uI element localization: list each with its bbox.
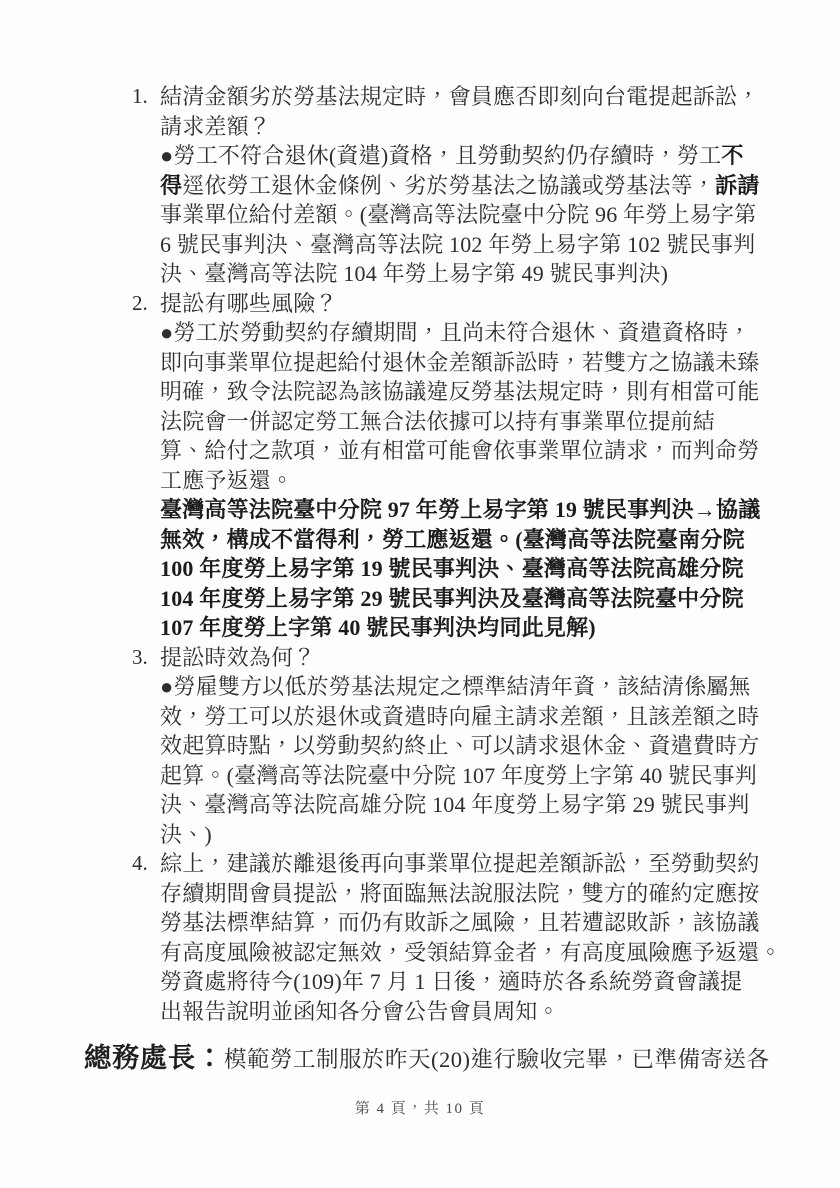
text-segment: 結清金額劣於勞基法規定時，會員應否即刻向台電提起訴訟，: [160, 84, 760, 109]
qa-item-number: 2.: [132, 290, 148, 315]
text-segment: 即向事業單位提起給付退休金差額訴訟時，若雙方之協議未臻: [160, 349, 760, 375]
text-line: [160, 554, 800, 584]
text-segment: 效起算時點，以勞動契約終止、可以請求退休金、資遣費時方: [160, 733, 760, 758]
qa-item-lines: [160, 849, 800, 1026]
text-line: [160, 436, 800, 466]
text-segment: 勞基法標準結算，而仍有敗訴之風險，且若遭認敗訴，該協議: [160, 910, 760, 935]
officer-paragraph: [84, 1040, 810, 1081]
text-line: [160, 672, 800, 702]
text-line: [160, 613, 800, 643]
qa-item-lines: [160, 289, 800, 643]
text-segment: 存續期間會員提訟，將面臨無法說服法院，雙方的確約定應按: [160, 880, 760, 906]
text-line: [160, 495, 800, 525]
text-line: [160, 112, 800, 142]
qa-item: [132, 82, 800, 289]
text-line: [160, 348, 800, 378]
text-segment: 事業單位給付差額。(臺灣高等法院臺中分院 96 年勞上易字第: [160, 202, 757, 227]
text-line: [160, 584, 800, 614]
text-segment: 決、): [160, 821, 212, 847]
text-line: [160, 141, 800, 171]
qa-item-number: 1.: [132, 84, 148, 108]
text-line: [160, 997, 800, 1027]
text-segment: 勞資處將待今(109)年 7 月 1 日後，適時於各系統勞資會議提: [160, 969, 743, 994]
qa-item: [132, 289, 800, 643]
text-line: [160, 879, 800, 909]
text-line: [160, 731, 800, 761]
text-segment: 提訟有哪些風險？: [160, 290, 338, 316]
text-line: [160, 938, 800, 968]
text-segment: 有高度風險被認定無效，受領結算金者，有高度風險應予返還。: [160, 939, 782, 965]
text-segment: 綜上，建議於離退後再向事業單位提起差額訴訟，至勞動契約: [160, 851, 760, 876]
officer-text: 模範勞工制服於昨天(20)進行驗收完畢，已準備寄送各: [224, 1047, 770, 1072]
text-segment: 臺灣高等法院臺中分院 97 年勞上易字第 19 號民事判決→協議: [160, 497, 761, 522]
text-line: [160, 230, 800, 260]
text-line: [160, 377, 800, 407]
text-segment: 逕依勞工退休金條例、劣於勞基法之協議或勞基法等，: [182, 172, 716, 198]
qa-item-number: 4.: [132, 851, 148, 875]
text-segment: ●勞雇雙方以低於勞基法規定之標準結清年資，該結清係屬無: [160, 674, 751, 699]
text-segment: 107 年度勞上字第 40 號民事判決均同此見解): [160, 615, 596, 640]
text-segment: 100 年度勞上易字第 19 號民事判決、臺灣高等法院高雄分院: [160, 556, 744, 581]
qa-item: [132, 643, 800, 850]
text-line: [160, 702, 800, 732]
text-segment: 工應予返還。: [160, 467, 294, 493]
text-line: [160, 849, 800, 879]
text-segment: 得: [160, 172, 183, 198]
text-line: [160, 908, 800, 938]
text-line: [160, 466, 800, 496]
text-line: [160, 289, 800, 319]
text-line: [160, 318, 800, 348]
text-segment: 算、給付之款項，並有相當可能會依事業單位請求，而判命勞: [160, 438, 760, 463]
qa-item-number: 3.: [132, 644, 148, 669]
text-line: [160, 171, 800, 201]
text-segment: 效，勞工可以於退休或資遣時向雇主請求差額，且該差額之時: [160, 703, 760, 729]
text-segment: 起算。(臺灣高等法院臺中分院 107 年度勞上字第 40 號民事判: [160, 762, 757, 788]
text-segment: 請求差額？: [160, 113, 272, 139]
text-line: [160, 643, 800, 673]
qa-item-lines: [160, 82, 800, 289]
page-number-footer: 第 4 頁，共 10 頁: [354, 1101, 486, 1117]
text-segment: 提訟時效為何？: [160, 644, 316, 670]
officer-label: 總務處長：: [84, 1043, 224, 1073]
qa-item: [132, 849, 800, 1026]
text-segment: ●勞工於勞動契約存續期間，且尚未符合退休、資遣資格時，: [160, 320, 751, 345]
text-segment: 法院會一併認定勞工無合法依據可以持有事業單位提前結: [160, 408, 716, 434]
text-line: [160, 761, 800, 791]
text-line: [160, 967, 800, 997]
text-segment: 明確，致令法院認為該協議違反勞基法規定時，則有相當可能: [160, 379, 760, 404]
text-segment: 6 號民事判決、臺灣高等法院 102 年勞上易字第 102 號民事判: [160, 231, 756, 257]
text-segment: 訴請: [715, 172, 760, 198]
text-line: [160, 790, 800, 820]
text-line: [160, 525, 800, 555]
text-line: [160, 820, 800, 850]
text-segment: ●勞工不符合退休(資遣)資格，且勞動契約仍存續時，勞工: [160, 143, 722, 168]
text-line: [160, 259, 800, 289]
text-line: [160, 407, 800, 437]
text-segment: 決、臺灣高等法院高雄分院 104 年度勞上易字第 29 號民事判: [160, 792, 750, 817]
qa-list: [132, 82, 800, 1026]
text-segment: 無效，構成不當得利，勞工應返還。(臺灣高等法院臺南分院: [160, 526, 745, 552]
text-segment: 決、臺灣高等法院 104 年勞上易字第 49 號民事判決): [160, 261, 669, 286]
text-line: [160, 82, 800, 112]
text-segment: 104 年度勞上易字第 29 號民事判決及臺灣高等法院臺中分院: [160, 585, 744, 611]
text-line: [160, 200, 800, 230]
qa-item-lines: [160, 643, 800, 850]
text-segment: 出報告說明並函知各分會公告會員周知。: [160, 998, 560, 1024]
text-segment: 不: [721, 143, 744, 168]
